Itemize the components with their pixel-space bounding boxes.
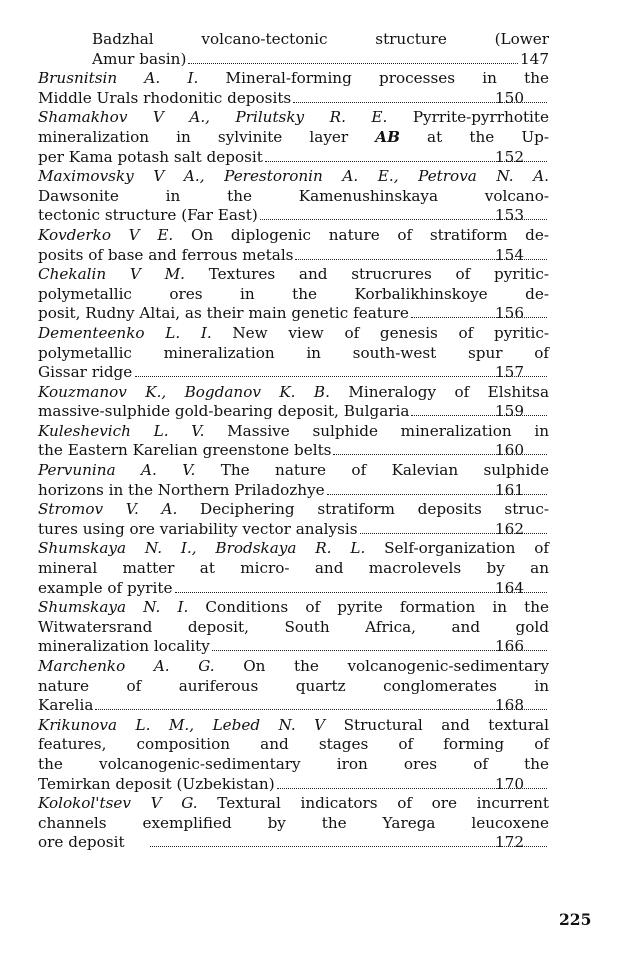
toc-entry-last-line: Middle Urals rhodonitic deposits 150 — [92, 89, 549, 109]
toc-entry-author: Kuleshevich L. V. — [38, 421, 205, 440]
toc-entry-author: Kouzmanov K., Bogdanov K. B. — [38, 382, 330, 401]
toc-entry — [38, 500, 549, 539]
toc-entry-title-line: polymetallic ores in the Korbalikhinskoye de- — [38, 284, 549, 303]
toc-entry-last-line: posits of base and ferrous metals 154 — [92, 246, 549, 266]
table-of-contents — [38, 30, 549, 853]
toc-entry-title-line: Badzhal volcano-tectonic structure (Lower — [92, 30, 549, 48]
toc-entry-title-line: Mineralogy of Elshitsa — [348, 382, 550, 401]
toc-entry-title-end: ore deposit — [38, 833, 125, 852]
toc-entry-last-line — [38, 50, 549, 70]
toc-entry-last-line: the Eastern Karelian greenstone belts 160 — [92, 441, 549, 461]
toc-entry-last-line: horizons in the Northern Priladozhye 161 — [92, 481, 549, 501]
toc-entry-last-line: mineralization locality 166 — [92, 637, 549, 657]
toc-entry-author: Maximovsky V A., Perestoronin A. E., Petrova N. A. — [38, 167, 549, 186]
toc-entry — [38, 108, 549, 167]
toc-entry-title-end: the Eastern Karelian greenstone belts — [38, 441, 332, 460]
toc-entry — [38, 598, 549, 657]
toc-entry-title-end: Amur basin) — [92, 49, 187, 68]
dot-leader — [175, 592, 547, 593]
toc-entry-title-end: posit, Rudny Altai, as their main genetic feature — [38, 304, 409, 323]
toc-entry-title-line: features, composition and stages of forming of — [38, 735, 549, 754]
toc-entry-title-end: tures using ore variability vector analysis — [38, 519, 358, 538]
toc-entry — [38, 422, 549, 461]
toc-entry-title-end: posits of base and ferrous metals — [38, 245, 294, 264]
toc-entry-author: Shumskaya N. I., Brodskaya R. L. — [38, 539, 366, 558]
toc-entry-title-line: mineralization in sylvinite layer AB at the Up- — [38, 127, 549, 146]
toc-entry-author: Chekalin V M. — [38, 265, 185, 284]
toc-entry-title-line: Dawsonite in the Kamenushinskaya volcano- — [38, 186, 549, 205]
toc-entry-title-line: On diplogenic nature of stratiform de- — [190, 225, 550, 244]
toc-entry-title-line: Mineral-forming processes in the — [225, 69, 550, 88]
toc-entry — [38, 461, 549, 500]
toc-entry-title-line: New view of genesis of pyritic- — [232, 323, 550, 342]
dot-leader — [411, 415, 547, 416]
toc-entry-title-line: Structural and textural — [343, 715, 549, 734]
toc-entry-last-line: tectonic structure (Far East) 153 — [92, 206, 549, 226]
toc-entry-title-end: Temirkan deposit (Uzbekistan) — [38, 774, 275, 793]
toc-entry — [38, 69, 549, 108]
toc-entry-title-line: Textures and strucrures of pyritic- — [208, 265, 550, 284]
toc-entry-last-line: per Kama potash salt deposit 152 — [92, 148, 549, 168]
toc-entry-last-line: Temirkan deposit (Uzbekistan) 170 — [92, 775, 549, 795]
dot-leader — [150, 846, 547, 847]
toc-entry — [38, 383, 549, 422]
toc-entry-title-end: horizons in the Northern Priladozhye — [38, 480, 325, 499]
toc-entry-title-end: tectonic structure (Far East) — [38, 206, 258, 225]
toc-entry-title-end: example of pyrite — [38, 578, 173, 597]
toc-entry-author: Stromov V. A. — [38, 500, 178, 519]
toc-entry-author: Pervunina A. V. — [38, 461, 196, 480]
toc-entry-title-line: Self-organization of — [384, 539, 549, 558]
toc-entry-title-end: per Kama potash salt deposit — [38, 147, 263, 166]
toc-entry — [38, 226, 549, 265]
toc-entry-title-line: Conditions of pyrite formation in the — [205, 598, 549, 617]
toc-entry-title-line: nature of auriferous quartz conglomerates in — [38, 676, 549, 695]
toc-entry-title-line: channels exemplified by the Yarega leucoxene — [38, 813, 549, 832]
toc-entry-title-end: Karelia — [38, 696, 94, 715]
toc-entry-author: Shamakhov V A., Prilutsky R. E. — [38, 108, 388, 127]
toc-entry-last-line: example of pyrite 164 — [92, 579, 549, 599]
toc-entry-author: Dementeenko L. I. — [38, 323, 212, 342]
toc-entry-title-line: Pyrrite-pyrrhotite — [412, 108, 550, 127]
toc-entry-last-line: massive-sulphide gold-bearing deposit, Bulgaria 159 — [92, 402, 549, 422]
toc-entry-author: Marchenko A. G. — [38, 657, 215, 675]
page-folio: 225 — [559, 910, 592, 929]
toc-entry-title-line: Textural indicators of ore incurrent — [217, 794, 550, 813]
toc-entry-title-line: polymetallic mineralization in south-west spur of — [38, 343, 549, 362]
page-number: 147 — [520, 49, 549, 68]
toc-entry-last-line: tures using ore variability vector analysis 162 — [92, 520, 549, 540]
dot-leader — [95, 709, 547, 710]
toc-entry — [38, 716, 549, 794]
toc-entry-last-line: Gissar ridge 157 — [92, 363, 549, 383]
toc-entry-title-line: the volcanogenic-sedimentary iron ores of the — [38, 754, 549, 773]
toc-entry-title-line: On the volcanogenic-sedimentary — [243, 657, 550, 675]
toc-entry — [38, 167, 549, 226]
dot-leader — [135, 376, 547, 377]
toc-entry-title-line: Deciphering stratiform deposits struc- — [200, 500, 549, 519]
toc-entry-title-line: The nature of Kalevian sulphide — [220, 461, 550, 480]
toc-entry — [38, 324, 549, 383]
toc-entry-title-end: mineralization locality — [38, 637, 210, 656]
toc-entry — [38, 265, 549, 324]
toc-entry-title-end: massive-sulphide gold-bearing deposit, Bulgaria — [38, 402, 410, 421]
toc-entry-author: Kolokol'tsev V G. — [38, 794, 198, 813]
toc-entry-title-line: mineral matter at micro- and macrolevels by an — [38, 559, 549, 578]
toc-entry-author: Brusnitsin A. I. — [38, 69, 199, 88]
toc-entry-author: Kovderko V E. — [38, 225, 174, 244]
toc-entry-last-line: posit, Rudny Altai, as their main genetic feature 156 — [92, 304, 549, 324]
toc-entry — [38, 657, 549, 716]
toc-entry-last-line: Karelia 168 — [92, 696, 549, 716]
toc-entry-author: Krikunova L. M., Lebed N. V — [38, 715, 326, 734]
dot-leader — [411, 317, 547, 318]
dot-leader — [188, 63, 518, 64]
toc-entry — [38, 30, 549, 69]
toc-entry-author: Shumskaya N. I. — [38, 598, 189, 617]
toc-entry-title-line: Witwatersrand deposit, South Africa, and gold — [38, 617, 549, 636]
toc-entry-title-end: Middle Urals rhodonitic deposits — [38, 88, 292, 107]
toc-entry — [38, 794, 549, 853]
layer-ab-label: AB — [375, 127, 400, 146]
toc-entry-last-line: ore deposit 172 — [92, 833, 549, 853]
toc-entry-title-end: Gissar ridge — [38, 363, 133, 382]
toc-entry — [38, 539, 549, 598]
toc-entry-title-line: Massive sulphide mineralization in — [227, 421, 550, 440]
